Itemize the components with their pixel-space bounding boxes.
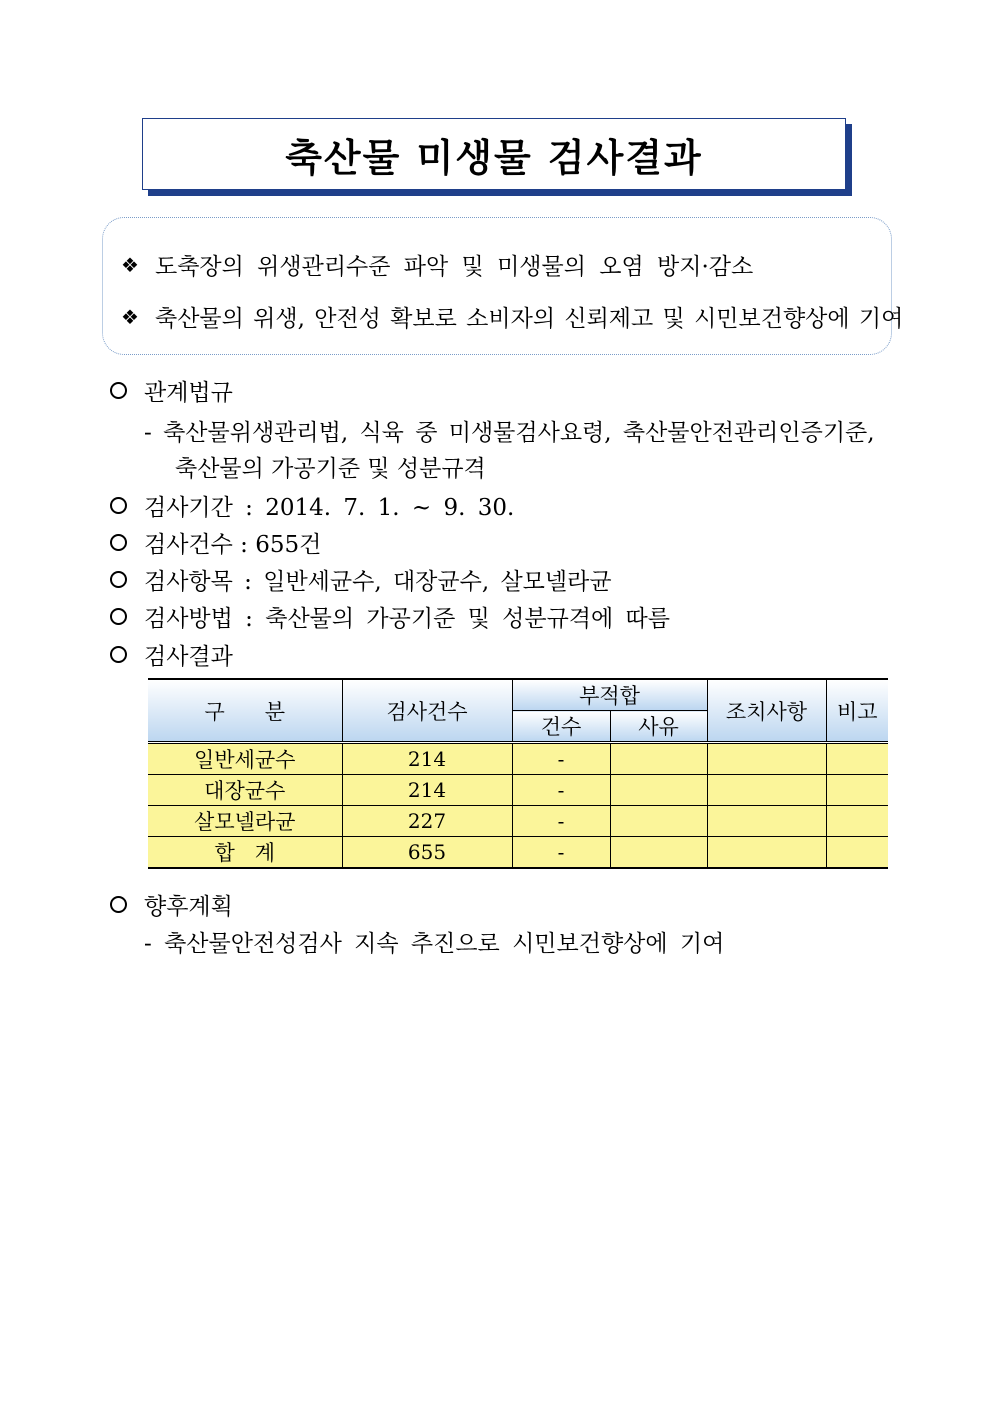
table-row: [148, 806, 888, 837]
section-results: [110, 638, 233, 671]
goal-item: [121, 248, 753, 281]
row-nc-count: -: [512, 806, 610, 837]
row-nc-reason: [610, 775, 707, 806]
row-action: [707, 837, 826, 869]
diamond-bullet-icon: ❖: [121, 252, 139, 277]
row-remarks: [826, 775, 888, 806]
section-text: 검사방법 : 축산물의 가공기준 및 성분규격에 따름: [144, 606, 670, 632]
row-category: 일반세균수: [148, 743, 342, 775]
row-nc-count: -: [512, 743, 610, 775]
header-inspections: 검사건수: [342, 679, 512, 743]
section-plan: [110, 888, 233, 921]
table-row-total: [148, 837, 888, 869]
goal-text: 축산물의 위생, 안전성 확보로 소비자의 신뢰제고 및 시민보건향상에 기여: [155, 306, 904, 332]
header-nonconforming: 부적합: [512, 679, 707, 711]
section-text: 검사기간 : 2014. 7. 1. ~ 9. 30.: [144, 495, 515, 521]
goal-text: 도축장의 위생관리수준 파악 및 미생물의 오염 방지·감소: [155, 254, 754, 280]
row-action: [707, 806, 826, 837]
section-items: [110, 563, 612, 596]
row-remarks: [826, 743, 888, 775]
row-remarks: [826, 837, 888, 869]
table-row: [148, 775, 888, 806]
section-text: 검사항목 : 일반세균수, 대장균수, 살모넬라균: [144, 569, 612, 595]
row-category: 대장균수: [148, 775, 342, 806]
diamond-bullet-icon: ❖: [121, 304, 139, 329]
row-nc-reason: [610, 837, 707, 869]
laws-detail-cont: 축산물의 가공기준 및 성분규격: [175, 456, 486, 482]
section-period: [110, 489, 514, 522]
goal-item: [121, 300, 903, 333]
header-category: 구 분: [148, 679, 342, 743]
circle-bullet-icon: [110, 497, 127, 514]
goals-box: [102, 217, 904, 355]
plan-detail: - 축산물안전성검사 지속 추진으로 시민보건향상에 기여: [144, 931, 725, 957]
header-remarks: 비고: [826, 679, 888, 743]
results-table: [148, 678, 888, 869]
circle-bullet-icon: [110, 382, 127, 399]
header-action: 조치사항: [707, 679, 826, 743]
title-frame: [142, 118, 846, 190]
row-nc-count: -: [512, 837, 610, 869]
header-nc-reason: 사유: [610, 711, 707, 743]
section-label: 검사결과: [144, 644, 233, 670]
row-nc-reason: [610, 806, 707, 837]
row-inspections: 227: [342, 806, 512, 837]
page-title: 축산물 미생물 검사결과: [285, 135, 703, 180]
circle-bullet-icon: [110, 534, 127, 551]
row-inspections: 214: [342, 743, 512, 775]
row-inspections: 655: [342, 837, 512, 869]
section-text: 검사건수 : 655건: [144, 532, 322, 558]
row-inspections: 214: [342, 775, 512, 806]
row-action: [707, 743, 826, 775]
row-action: [707, 775, 826, 806]
laws-detail: - 축산물위생관리법, 식육 중 미생물검사요령, 축산물안전관리인증기준,: [144, 420, 875, 446]
section-count: [110, 526, 321, 559]
section-label: 관계법규: [144, 380, 233, 406]
section-method: [110, 600, 670, 633]
circle-bullet-icon: [110, 646, 127, 663]
row-remarks: [826, 806, 888, 837]
row-category: 살모넬라균: [148, 806, 342, 837]
section-label: 향후계획: [144, 894, 233, 920]
row-nc-reason: [610, 743, 707, 775]
circle-bullet-icon: [110, 896, 127, 913]
circle-bullet-icon: [110, 571, 127, 588]
section-laws: [110, 374, 233, 407]
row-nc-count: -: [512, 775, 610, 806]
header-nc-count: 건수: [512, 711, 610, 743]
row-category: 합 계: [148, 837, 342, 869]
title-box: [142, 118, 846, 190]
circle-bullet-icon: [110, 608, 127, 625]
table-row: [148, 743, 888, 775]
